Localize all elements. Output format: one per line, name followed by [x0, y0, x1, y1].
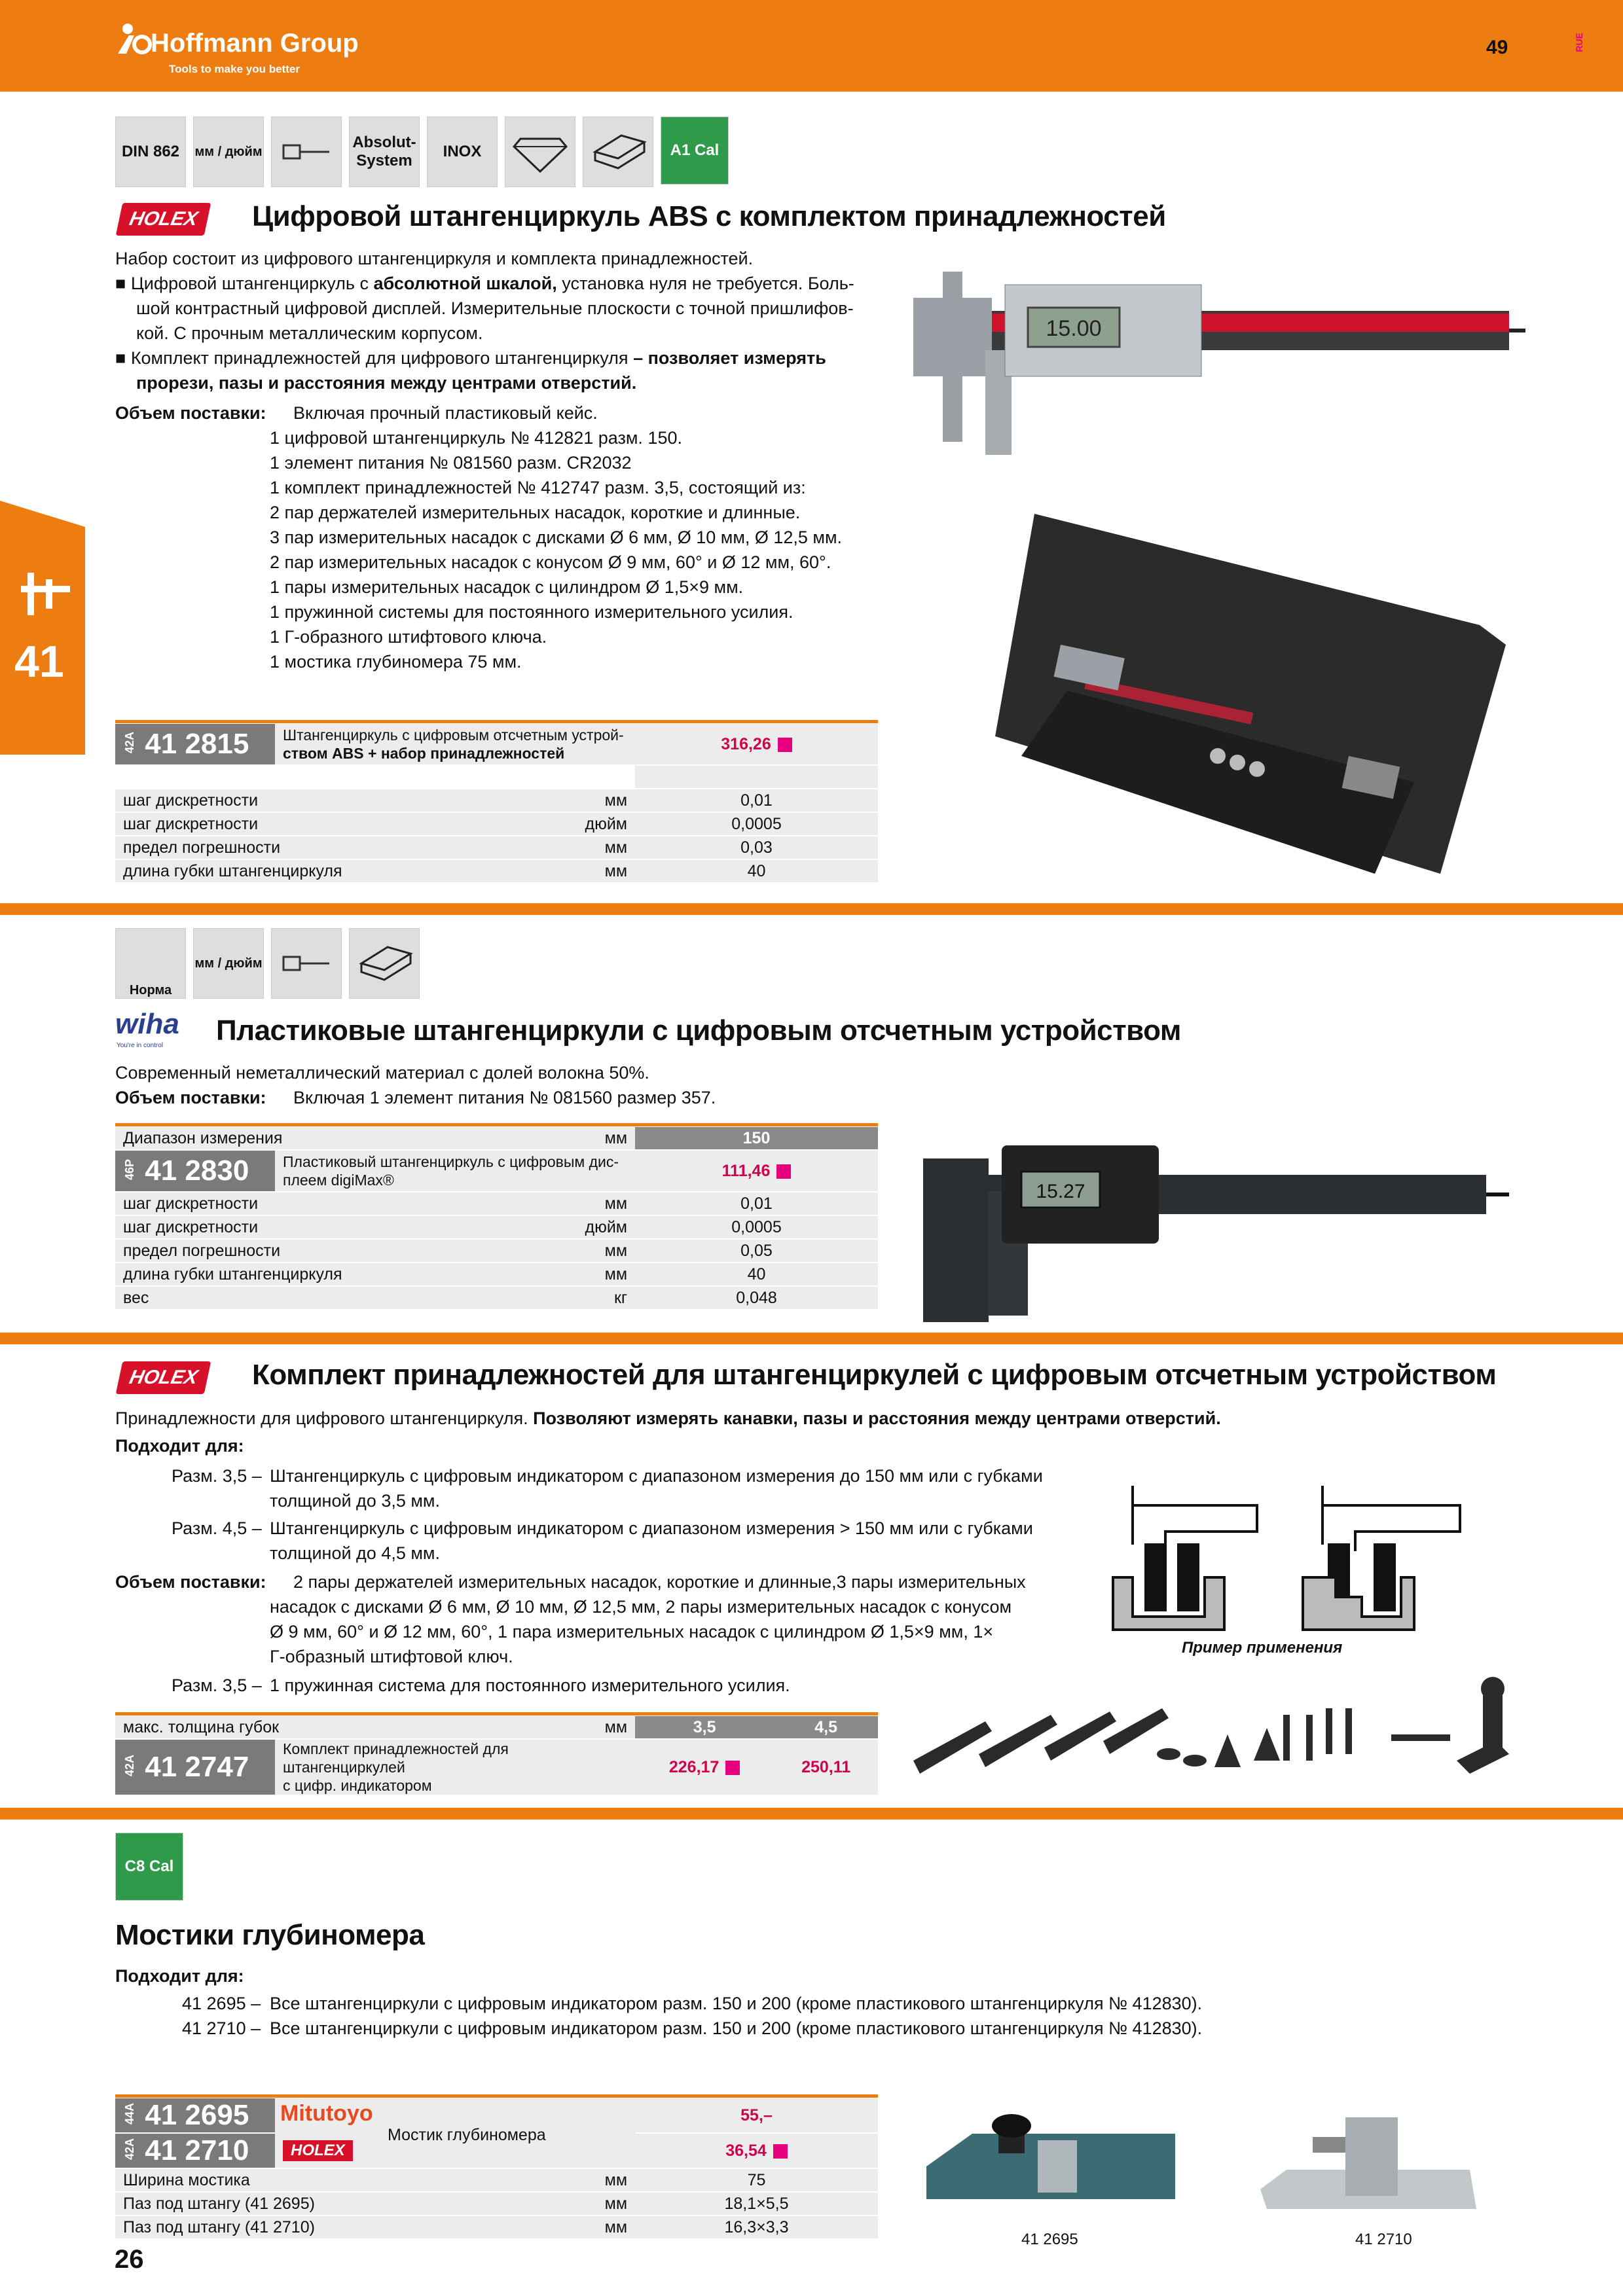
table-row: шаг дискретности мм 0,01	[115, 789, 878, 812]
caption-412695: 41 2695	[1021, 2231, 1078, 2248]
price-marker-icon	[773, 2144, 788, 2159]
section1-bullet2-line2: прорези, пазы и расстояния между центрами отверстий.	[136, 373, 637, 393]
table-row: длина губки штангенциркуля мм 40	[115, 1263, 878, 1286]
table-row: шаг дискретности мм 0,01	[115, 1192, 878, 1215]
caliper-set-case-image	[982, 507, 1519, 893]
mitutoyo-logo: Mitutoyo	[280, 2101, 373, 2126]
product-table-412747: макс. толщина губок мм 3,5 4,5 42A 41 2747 Комплект принадлежностей для штангенциркулей с цифр. индикатором 226,17 250,11	[115, 1716, 878, 1796]
size-4-5: 4,5	[774, 1716, 878, 1739]
svg-text:15.00: 15.00	[1046, 316, 1102, 341]
page-number: 49	[1486, 37, 1508, 58]
article-cell: 42A 41 2747	[115, 1739, 275, 1795]
svg-text:15.27: 15.27	[1036, 1181, 1085, 1202]
picto-absolute: Absolut-System	[349, 117, 420, 187]
price-marker-icon	[778, 738, 792, 752]
picto-case-icon	[583, 117, 653, 187]
section3-scope-line1: 2 пары держателей измерительных насадок, короткие и длинные,3 пары измерительных	[293, 1572, 1026, 1592]
holex-logo: HOLEX	[283, 2140, 353, 2161]
picto-case-icon	[349, 928, 420, 999]
price-cell: 36,54	[635, 2133, 878, 2168]
hoffmann-logo-icon	[115, 22, 154, 56]
section1-intro: Набор состоит из цифрового штангенциркуля и комплекта принадлежностей.	[115, 249, 754, 268]
section2-scope-label: Объем поставки:	[115, 1088, 266, 1107]
table-row: шаг дискретности дюйм 0,0005	[115, 812, 878, 836]
section4-fit1-label: 41 2695 –	[182, 1994, 261, 2013]
picto-din: DIN 862	[115, 117, 186, 187]
picto-norm: Норма	[115, 928, 186, 999]
section3-scope-label: Объем поставки:	[115, 1572, 266, 1592]
footer-page-number: 26	[115, 2245, 144, 2274]
wiha-logo: wiha	[115, 1008, 179, 1040]
language-code: RUE	[1574, 33, 1584, 52]
example-caption: Пример применения	[1182, 1639, 1343, 1657]
table2-topline	[115, 1123, 878, 1126]
picto-mm-inch: мм / дюйм	[193, 928, 264, 999]
section3-fit1-label: Разм. 3,5 –	[172, 1466, 262, 1486]
picto-depth-rod-icon	[271, 117, 342, 187]
plastic-caliper-image	[923, 1132, 1512, 1322]
section4-fit2-label: 41 2710 –	[182, 2018, 261, 2038]
section3-scope-line3: Ø 9 мм, 60° и Ø 12 мм, 60°, 1 пара измерительных насадок с цилиндром Ø 1,5×9 мм, 1×	[270, 1622, 994, 1641]
section-divider	[0, 1808, 1623, 1820]
table-row: вес кг 0,048	[115, 1286, 878, 1310]
section2-title: Пластиковые штангенциркули с цифровым отсчетным устройством	[216, 1014, 1181, 1047]
price-cell: 111,46	[635, 1150, 878, 1192]
price-marker-icon	[725, 1761, 740, 1775]
article-cell: 42A 41 2710	[115, 2133, 275, 2168]
holex-logo: HOLEX	[116, 203, 211, 236]
article-cell: 46P 41 2830	[115, 1150, 275, 1192]
table-row: длина губки штангенциркуля мм 40	[115, 859, 878, 883]
section1-scope-first: Включая прочный пластиковый кейс.	[293, 403, 598, 423]
caption-412710: 41 2710	[1355, 2231, 1412, 2248]
article-desc: Комплект принадлежностей для штангенциркулей с цифр. индикатором	[275, 1739, 635, 1795]
price-marker-icon	[776, 1164, 791, 1179]
table-row: Паз под штангу (41 2695) мм 18,1×5,5	[115, 2192, 878, 2215]
chapter-tab	[0, 501, 85, 755]
section3-fits-label: Подходит для:	[115, 1436, 244, 1456]
product-table-412830: Диапазон измерения мм 150 46P 41 2830 Пластиковый штангенциркуль с цифровым дис- плеем digiMax® 111,46 шаг дискретности мм 0,01 шаг дискретности дюйм 0,0005 предел погрешности мм 0,05 длина губки штангенциркуля мм 40 вес кг 0,048	[115, 1127, 878, 1310]
table-row: предел погрешности мм 0,05	[115, 1239, 878, 1263]
section3-fit2-line1: Штангенциркуль с цифровым индикатором с диапазоном измерения > 150 мм или с губками	[270, 1518, 1033, 1538]
section2-intro: Современный неметаллический материал с долей волокна 50%.	[115, 1063, 649, 1083]
article-number: 41 2815	[145, 728, 249, 760]
table3-topline	[115, 1712, 878, 1715]
picto-depth-rod-icon	[271, 928, 342, 999]
picto-inox: INOX	[427, 117, 498, 187]
application-diagram	[1106, 1473, 1480, 1636]
section3-fit2-line2: толщиной до 4,5 мм.	[270, 1543, 440, 1563]
accessory-set-image	[907, 1676, 1535, 1793]
section1-bullet1-line3: кой. С прочным металлическим корпусом.	[136, 323, 483, 343]
section3-fit1-line1: Штангенциркуль с цифровым индикатором с диапазоном измерения до 150 мм или с губками	[270, 1466, 1043, 1486]
article-desc	[275, 2098, 635, 2168]
section3-extra: 1 пружинная система для постоянного измерительного усилия.	[270, 1676, 790, 1695]
section3-extra-label: Разм. 3,5 –	[172, 1676, 262, 1695]
price-cell: 55,–	[635, 2098, 878, 2133]
table4-topline	[115, 2094, 878, 2098]
depth-bridge-mitutoyo-image	[926, 2108, 1175, 2225]
product-table-412815	[115, 724, 878, 884]
section1-bullet1-line2: шой контрастный цифровой дисплей. Измерительные плоскости с точной пришлифов-	[136, 298, 854, 318]
section2-scope: Включая 1 элемент питания № 081560 размер 357.	[293, 1088, 716, 1107]
article-desc: Пластиковый штангенциркуль с цифровым дис- плеем digiMax®	[275, 1150, 635, 1192]
article-cell	[115, 724, 275, 765]
picto-calibration: C8 Cal	[115, 1833, 183, 1901]
range-value: 150	[635, 1127, 878, 1150]
table-row: предел погрешности мм 0,03	[115, 836, 878, 859]
section3-fit2-label: Разм. 4,5 –	[172, 1518, 262, 1538]
section3-fit1-line2: толщиной до 3,5 мм.	[270, 1491, 440, 1511]
section1-title: Цифровой штангенциркуль ABS с комплектом принадлежностей	[252, 200, 1166, 232]
product-table-depth-bridges	[115, 2098, 878, 2240]
picto-calibration: A1 Cal	[661, 117, 729, 185]
wiha-logo-sub: You're in control	[117, 1042, 164, 1049]
holex-logo: HOLEX	[116, 1361, 211, 1394]
caliper-icon	[14, 569, 73, 622]
section1-bullet2: ■ Комплект принадлежностей для цифрового штангенциркуля – позволяет измерять	[115, 348, 826, 368]
section4-fits-label: Подходит для:	[115, 1966, 244, 1986]
section3-scope-line2: насадок с дисками Ø 6 мм, Ø 10 мм, Ø 12,5 мм, 2 пары измерительных насадок с конусом	[270, 1597, 1012, 1617]
price-cell: 250,11	[774, 1739, 878, 1795]
section1-bullet1: ■ Цифровой штангенциркуль с абсолютной шкалой, установка нуля не требуется. Боль-	[115, 274, 854, 293]
price-group: 42A	[123, 731, 136, 753]
section1-scope-list: 1 цифровой штангенциркуль № 412821 разм. 150. 1 элемент питания № 081560 разм. CR2032 1 комплект принадлежностей № 412747 разм. 3,5, состоящий из: 2 пар держателей измерительных насадок, короткие и длинные. 3 пар измерительных насадок с дисками Ø 6 мм, Ø 10 мм, Ø 12,5 мм. 2 пар измерительных насадок с конусом Ø 9 мм, 60° и Ø 12 мм, 60°. 1 пары измерительных насадок с цилиндром Ø 1,5×9 мм. 1 пружинной системы для постоянного измерительного усилия. 1 Г-образного штифтового ключа. 1 мостика глубиномера 75 мм.	[270, 428, 843, 672]
section1-scope-label: Объем поставки:	[115, 403, 266, 423]
section-divider	[0, 1333, 1623, 1344]
depth-bridge-desc: Мостик глубиномера	[388, 2126, 546, 2144]
table-row: шаг дискретности дюйм 0,0005	[115, 1215, 878, 1239]
article-cell: 44A 41 2695	[115, 2098, 275, 2133]
digital-caliper-image	[913, 259, 1529, 455]
table1-topline	[115, 720, 878, 723]
picto-diamond-icon	[505, 117, 575, 187]
table-row: Ширина мостика мм 75	[115, 2168, 878, 2192]
section3-intro: Принадлежности для цифрового штангенциркуля. Позволяют измерять канавки, пазы и расстояния между центрами отверстий.	[115, 1408, 1221, 1428]
chapter-number: 41	[14, 637, 64, 687]
article-desc: Штангенциркуль с цифровым отсчетным устрой- ством ABS + набор принадлежностей	[275, 724, 635, 765]
section4-fit1: Все штангенциркули с цифровым индикатором разм. 150 и 200 (кроме пластикового штангенциркуля № 412830).	[270, 1994, 1203, 2013]
price-cell: 316,26	[635, 724, 878, 765]
section-divider	[0, 903, 1623, 915]
table-row: Паз под штангу (41 2710) мм 16,3×3,3	[115, 2215, 878, 2239]
section4-fit2: Все штангенциркули с цифровым индикатором разм. 150 и 200 (кроме пластикового штангенциркуля № 412830).	[270, 2018, 1203, 2038]
depth-bridge-holex-image	[1260, 2111, 1476, 2222]
brand-name: Hoffmann Group	[151, 29, 359, 58]
price-cell: 226,17	[635, 1739, 774, 1795]
size-3-5: 3,5	[635, 1716, 774, 1739]
picto-mm-inch: мм / дюйм	[193, 117, 264, 187]
brand-tagline: Tools to make you better	[169, 63, 300, 75]
section3-scope-line4: Г-образный штифтовой ключ.	[270, 1647, 513, 1666]
section3-title: Комплект принадлежностей для штангенциркулей с цифровым отсчетным устройством	[252, 1359, 1497, 1391]
section4-title: Мостики глубиномера	[115, 1919, 425, 1951]
